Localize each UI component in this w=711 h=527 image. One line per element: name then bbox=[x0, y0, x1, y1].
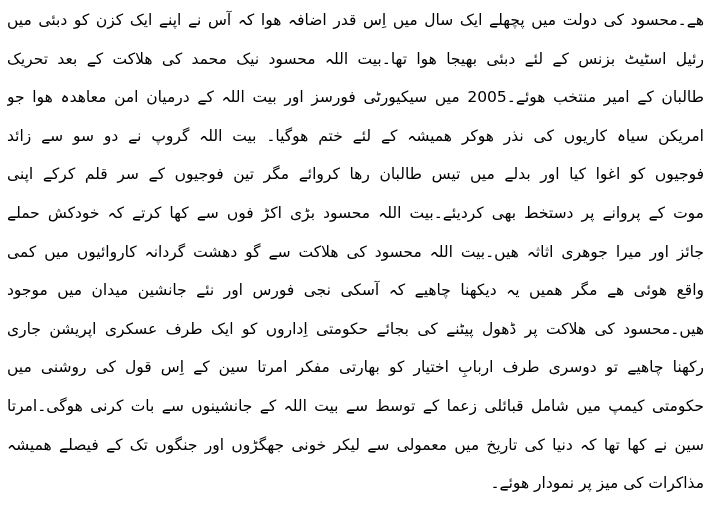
text-line: جائز اور میرا جوھری اثاثہ ھیں۔بیت اللہ محسود کی ھلاکت سے گو دھشت گردانہ کاروائیوں میں کمی bbox=[7, 242, 704, 261]
text-line: امریکن سیاہ کاریوں کی نذر ھوکر ھمیشہ کے لئے ختم ھوگیا۔ بیت اللہ گروپ نے دو سو سے زائد bbox=[7, 126, 704, 145]
text-line: فوجیوں کو اغوا کیا اور بدلے میں تیس طالبان رھا کروائے مگر تین فوجیوں کے سر قلم کرکے اپنی bbox=[7, 165, 704, 184]
text-line: سین نے کھا تھا کہ دنیا کی تاریخ میں معمولی سے لیکر خونی جھگڑوں اور جنگوں تک کے فیصلے ھمیشہ bbox=[7, 435, 704, 454]
text-line: حکومتی کیمپ میں شامل قبائلی زعما کے توسط سے بیت اللہ کے جانشینوں سے بات کرنی ھوگی۔امرتا bbox=[7, 396, 704, 415]
text-line: طالبان کے امیر منتخب ھوئے۔2005 میں سیکیورٹی فورسز اور بیت اللہ کے درمیان امن معاھدہ ھوا جو bbox=[7, 88, 704, 107]
text-line: رکھنا چاھیے تو دوسری طرف اربابِ اختیار کو بھارتی مفکر امرتا سین کے اِس قول کی روشنی میں bbox=[7, 358, 704, 377]
text-line: رئیل اسٹیٹ بزنس کے لئے دبئی بھیجا ھوا تھا۔بیت اللہ محسود نیک محمد کی ھلاکت کے بعد تحریک bbox=[7, 49, 704, 68]
text-line: موت کے پروانے پر دستخط بھی کردیئے۔بیت اللہ محسود بڑی اکڑ فوں سے کھا کرتے کہ خودکش حملے bbox=[7, 203, 704, 222]
text-line-last: مذاکرات کی میز پر نمودار ھوئے۔ bbox=[490, 474, 704, 493]
text-line: واقع ھوئی ھے مگر ھمیں یہ دیکھنا چاھیے کہ آسکی نجی فورس اور نئے جانشین میدان میں موجود bbox=[7, 281, 704, 300]
text-line: ھے۔محسود کی دولت میں پچھلے ایک سال میں اِس قدر اضافہ ھوا کہ آس نے اپنے ایک کزن کو دبئی میں bbox=[7, 11, 704, 29]
text-line: ھیں۔محسود کی ھلاکت پر ڈھول پیٹنے کی بجائے حکومتی اِداروں کو ایک طرف عسکری اپریشن جاری bbox=[7, 319, 704, 338]
